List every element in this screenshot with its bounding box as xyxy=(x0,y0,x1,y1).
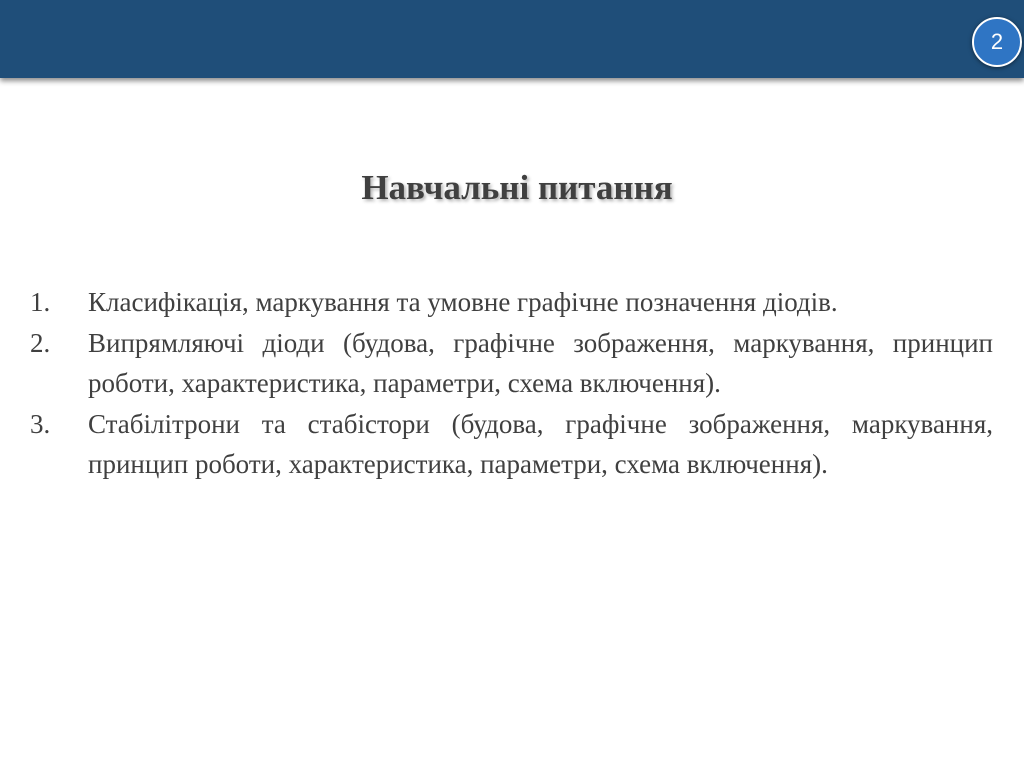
list-item xyxy=(30,323,993,404)
slide-number-badge: 2 xyxy=(972,17,1022,67)
list-item-number: 1. xyxy=(30,287,51,317)
questions-list xyxy=(30,282,993,485)
list-item xyxy=(30,404,993,485)
list-item-text: Класифікація, маркування та умовне графічне позначення діодів. xyxy=(88,287,838,317)
header-bar xyxy=(0,0,1024,78)
list-item-text: Випрямляючі діоди (будова, графічне зображення, маркування, принцип роботи, характеристика, параметри, схема включення). xyxy=(88,327,993,398)
list-item xyxy=(30,282,993,323)
list-item-number: 2. xyxy=(30,327,51,358)
list-item-text: Стабілітрони та стабістори (будова, графічне зображення, маркування, принцип роботи, характеристика, параметри, схема включення). xyxy=(88,408,993,479)
list-item-number: 3. xyxy=(30,408,51,439)
slide-title: Навчальні питання xyxy=(361,168,673,207)
